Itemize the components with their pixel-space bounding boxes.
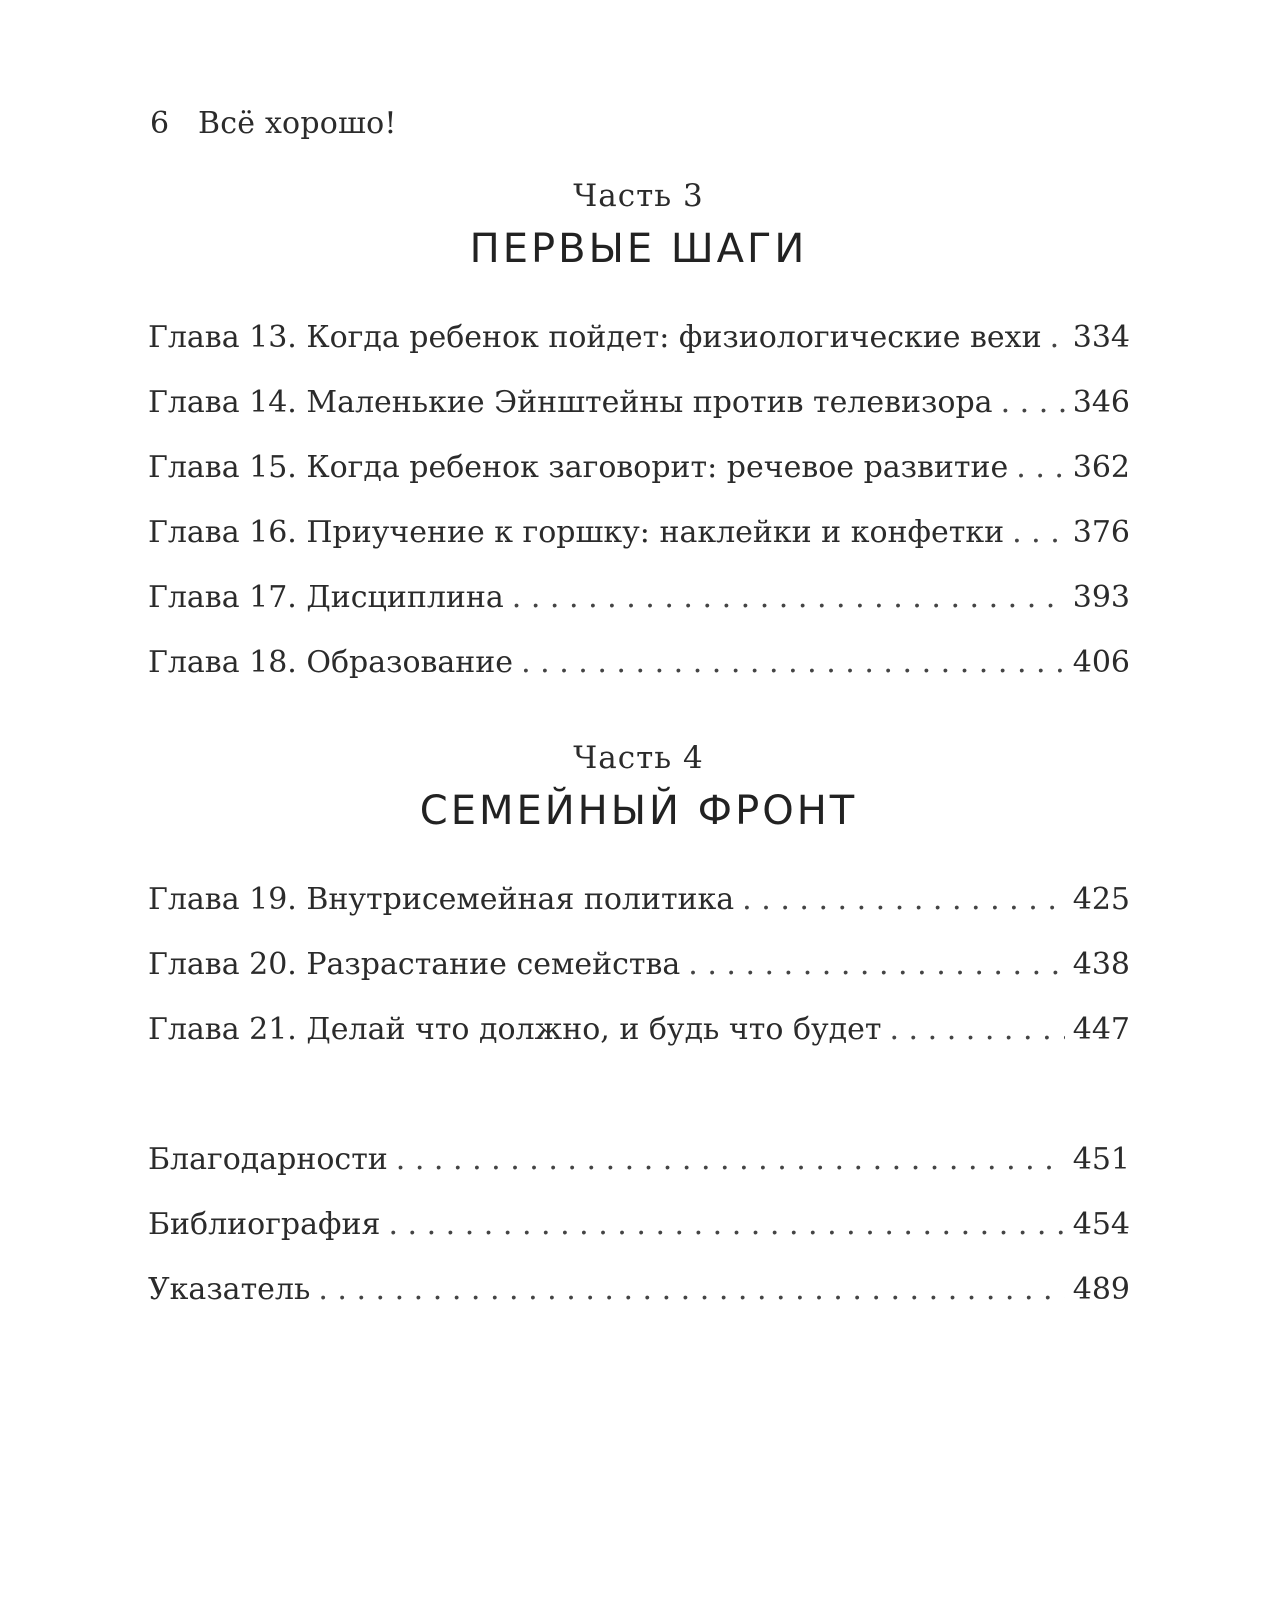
toc-entry-title: Глава 19. Внутрисемейная политика	[148, 882, 735, 917]
toc-entry[interactable]	[148, 515, 1130, 580]
toc-entry-title: Глава 16. Приучение к горшку: наклейки и конфетки	[148, 515, 1005, 550]
part-4-chapter-list	[148, 882, 1130, 1077]
toc-leader-dots	[742, 882, 1065, 917]
toc-entry-page: 438	[1072, 947, 1130, 982]
toc-entry[interactable]	[148, 1207, 1130, 1272]
toc-entry[interactable]	[148, 385, 1130, 450]
toc-entry[interactable]	[148, 580, 1130, 645]
toc-entry[interactable]	[148, 1142, 1130, 1207]
toc-entry[interactable]	[148, 645, 1130, 710]
back-matter-list	[148, 1142, 1130, 1337]
part-4-title: СЕМЕЙНЫЙ ФРОНТ	[419, 788, 858, 834]
toc-entry[interactable]	[148, 947, 1130, 1012]
toc-entry[interactable]	[148, 450, 1130, 515]
toc-entry-page: 489	[1072, 1272, 1130, 1307]
part-3-label: Часть 3	[573, 178, 704, 214]
toc-entry-page: 406	[1072, 645, 1130, 680]
toc-leader-dots	[1016, 450, 1064, 485]
toc-entry-page: 447	[1072, 1012, 1130, 1047]
toc-leader-dots	[889, 1012, 1064, 1047]
toc-entry-title: Глава 13. Когда ребенок пойдет: физиологические вехи	[148, 320, 1042, 355]
toc-entry-page: 376	[1072, 515, 1130, 550]
toc-entry[interactable]	[148, 320, 1130, 385]
toc-entry-title: Глава 15. Когда ребенок заговорит: речевое развитие	[148, 450, 1009, 485]
running-head	[150, 106, 397, 141]
toc-entry-page: 454	[1072, 1207, 1130, 1242]
toc-entry-title: Глава 14. Маленькие Эйнштейны против телевизора	[148, 385, 993, 420]
toc-entry-title: Библиография	[148, 1207, 381, 1242]
toc-leader-dots	[1012, 515, 1065, 550]
toc-leader-dots	[521, 645, 1065, 680]
toc-leader-dots	[388, 1207, 1064, 1242]
toc-entry-title: Указатель	[148, 1272, 311, 1307]
toc-leader-dots	[688, 947, 1064, 982]
toc-entry-page: 362	[1072, 450, 1130, 485]
page-number: 6	[150, 106, 170, 141]
toc-leader-dots	[396, 1142, 1065, 1177]
toc-entry-title: Благодарности	[148, 1142, 388, 1177]
toc-entry-title: Глава 18. Образование	[148, 645, 514, 680]
toc-entry-page: 451	[1072, 1142, 1130, 1177]
toc-entry-title: Глава 17. Дисциплина	[148, 580, 504, 615]
part-3-title: ПЕРВЫЕ ШАГИ	[469, 226, 808, 272]
part-3-chapter-list	[148, 320, 1130, 710]
book-title: Всё хорошо!	[198, 106, 397, 141]
toc-entry-title: Глава 20. Разрастание семейства	[148, 947, 681, 982]
toc-entry-page: 425	[1072, 882, 1130, 917]
toc-leader-dots	[1001, 385, 1065, 420]
toc-entry-page: 346	[1072, 385, 1130, 420]
toc-entry-page: 393	[1072, 580, 1130, 615]
toc-entry[interactable]	[148, 1012, 1130, 1077]
toc-entry-page: 334	[1072, 320, 1130, 355]
toc-leader-dots	[318, 1272, 1064, 1307]
part-4-label: Часть 4	[573, 740, 704, 776]
toc-entry[interactable]	[148, 882, 1130, 947]
toc-leader-dots	[512, 580, 1065, 615]
toc-entry[interactable]	[148, 1272, 1130, 1337]
toc-leader-dots	[1050, 320, 1065, 355]
toc-entry-title: Глава 21. Делай что должно, и будь что будет	[148, 1012, 882, 1047]
